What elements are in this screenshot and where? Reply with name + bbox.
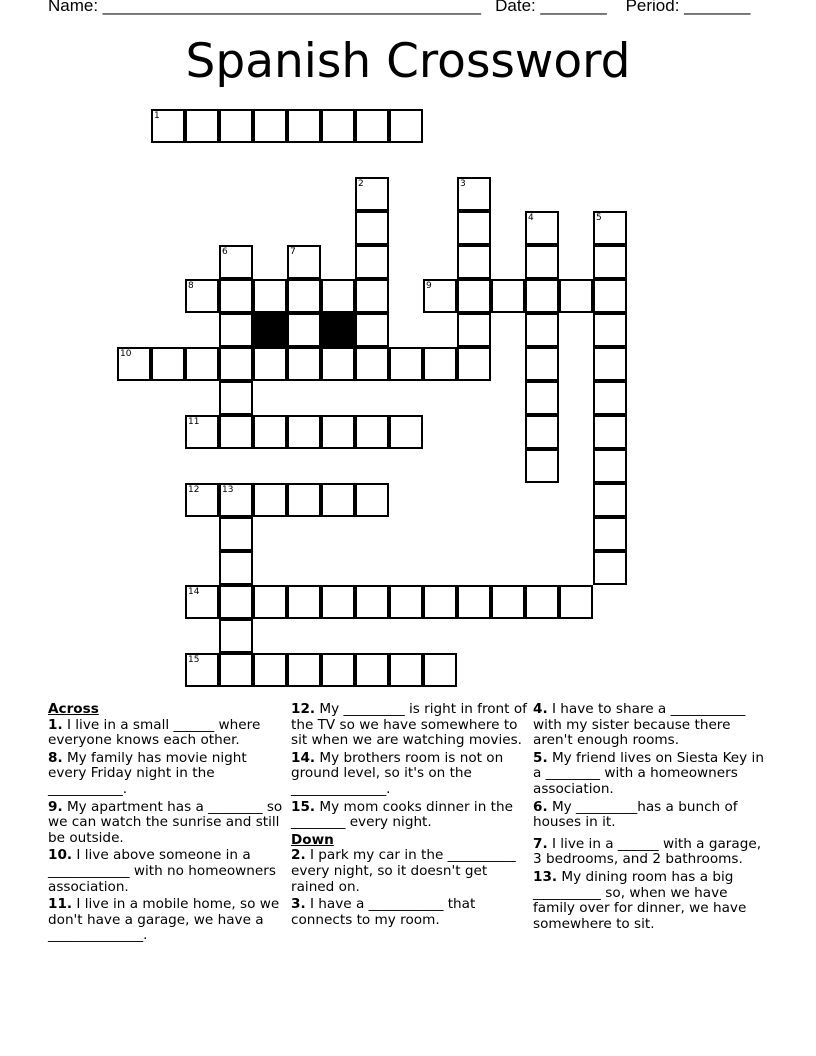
answer-cell[interactable] [593,415,627,449]
answer-cell[interactable] [219,483,253,517]
clue-text: I park my car in the __________ every night, so it doesn't get rained on. [291,847,516,895]
answer-cell[interactable] [219,245,253,279]
clue-number: 12. [291,701,316,717]
clue-number: 1. [48,716,63,733]
cell-number: 6 [222,247,228,257]
answer-cell[interactable] [525,449,559,483]
answer-cell[interactable] [253,279,287,313]
answer-cell[interactable] [457,313,491,347]
answer-cell[interactable] [525,585,559,619]
answer-cell[interactable] [355,585,389,619]
answer-cell[interactable] [423,653,457,687]
across-heading: Across [48,701,99,717]
cell-number: 7 [290,247,296,257]
answer-cell[interactable] [185,415,219,449]
answer-cell[interactable] [593,449,627,483]
clue-text: I live in a mobile home, so we don't have a garage, we have a ______________. [48,896,280,944]
answer-cell[interactable] [287,245,321,279]
answer-cell[interactable] [185,279,219,313]
clue-text: I live above someone in a ____________ with no homeowners association. [48,847,276,895]
answer-cell[interactable] [253,109,287,143]
clue-text: I have a ___________ that connects to my room. [291,896,476,928]
clue-across-9 [48,800,288,847]
cell-number: 14 [188,587,200,597]
answer-cell[interactable] [593,483,627,517]
answer-cell[interactable] [185,109,219,143]
answer-cell[interactable] [525,415,559,449]
clue-text: I live in a ______ with a garage, 3 bedrooms, and 2 bathrooms. [533,835,762,868]
clue-number: 14. [291,749,316,766]
answer-cell[interactable] [593,381,627,415]
clue-across-10 [48,848,288,895]
clue-text: My _________has a bunch of houses in it. [533,798,738,831]
cell-number: 12 [188,485,200,495]
cell-number: 15 [188,655,200,665]
clue-text: My _________ is right in front of the TV so we have somewhere to sit when we are watching movies. [291,701,527,749]
answer-cell[interactable] [355,483,389,517]
clue-down-13 [533,870,773,932]
answer-cell[interactable] [185,347,219,381]
answer-cell[interactable] [219,517,253,551]
answer-cell[interactable] [185,585,219,619]
answer-cell[interactable] [423,585,457,619]
clues-column-2 [291,702,531,930]
answer-cell[interactable] [389,347,423,381]
answer-cell[interactable] [423,279,457,313]
answer-cell[interactable] [321,279,355,313]
clue-number: 11. [48,896,73,913]
answer-cell[interactable] [219,347,253,381]
clue-down-3 [291,897,531,928]
clue-number: 9. [48,798,63,815]
clue-number: 4. [533,701,548,717]
answer-cell[interactable] [389,415,423,449]
cell-number: 10 [120,349,132,359]
clue-number: 2. [291,847,306,864]
cell-number: 9 [426,281,432,291]
clue-number: 6. [533,798,548,815]
answer-cell[interactable] [593,211,627,245]
answer-cell[interactable] [457,347,491,381]
clue-down-4 [533,702,773,749]
answer-cell[interactable] [219,585,253,619]
clue-number: 15. [291,798,316,815]
answer-cell[interactable] [355,313,389,347]
answer-cell[interactable] [355,415,389,449]
cell-number: 1 [154,111,160,121]
cell-number: 11 [188,417,200,427]
answer-cell[interactable] [219,313,253,347]
clue-across-11 [48,897,288,944]
answer-cell[interactable] [389,585,423,619]
answer-cell[interactable] [219,619,253,653]
answer-cell[interactable] [287,279,321,313]
clue-text: My friend lives on Siesta Key in a ________ with a homeowners association. [533,749,764,797]
clue-across-12 [291,702,531,749]
answer-cell[interactable] [457,211,491,245]
answer-cell[interactable] [389,109,423,143]
answer-cell[interactable] [219,381,253,415]
clue-number: 8. [48,749,63,766]
cell-number: 5 [596,213,602,223]
answer-cell[interactable] [253,347,287,381]
answer-cell[interactable] [321,483,355,517]
answer-cell[interactable] [253,415,287,449]
answer-cell[interactable] [389,653,423,687]
answer-cell[interactable] [355,347,389,381]
answer-cell[interactable] [287,653,321,687]
page-title: Spanish Crossword [185,34,631,89]
answer-cell[interactable] [593,347,627,381]
answer-cell[interactable] [219,415,253,449]
answer-cell[interactable] [321,585,355,619]
answer-cell[interactable] [219,653,253,687]
answer-cell[interactable] [219,551,253,585]
cell-number: 8 [188,281,194,291]
down-heading: Down [291,831,334,848]
cell-number: 3 [460,179,466,189]
clue-down-5 [533,751,773,798]
answer-cell[interactable] [287,585,321,619]
clue-text: My mom cooks dinner in the ________ every night. [291,798,513,831]
black-square [253,313,287,347]
clue-across-14 [291,751,531,798]
clue-number: 7. [533,835,548,852]
clue-down-7 [533,837,773,868]
clue-text: I live in a small ______ where everyone knows each other. [48,716,261,749]
answer-cell[interactable] [593,551,627,585]
answer-cell[interactable] [185,483,219,517]
answer-cell[interactable] [151,347,185,381]
answer-cell[interactable] [355,653,389,687]
clue-across-8 [48,751,288,798]
clue-text: My family has movie night every Friday night in the ___________. [48,749,247,797]
answer-cell[interactable] [253,483,287,517]
clue-down-6 [533,800,773,831]
answer-cell[interactable] [287,347,321,381]
answer-cell[interactable] [355,211,389,245]
answer-cell[interactable] [525,279,559,313]
answer-cell[interactable] [355,279,389,313]
answer-cell[interactable] [457,177,491,211]
answer-cell[interactable] [491,279,525,313]
answer-cell[interactable] [559,585,593,619]
clue-down-2 [291,848,531,895]
answer-cell[interactable] [219,279,253,313]
answer-cell[interactable] [287,313,321,347]
answer-cell[interactable] [457,245,491,279]
answer-cell[interactable] [355,245,389,279]
answer-cell[interactable] [593,245,627,279]
answer-cell[interactable] [321,347,355,381]
cell-number: 4 [528,213,534,223]
answer-cell[interactable] [287,415,321,449]
answer-cell[interactable] [321,109,355,143]
clue-across-1 [48,718,288,749]
answer-cell[interactable] [457,585,491,619]
answer-cell[interactable] [355,177,389,211]
answer-cell[interactable] [491,585,525,619]
answer-cell[interactable] [321,415,355,449]
answer-cell[interactable] [525,313,559,347]
clue-text: I have to share a ___________ with my sister because there aren't enough rooms. [533,701,746,749]
answer-cell[interactable] [593,517,627,551]
answer-cell[interactable] [287,109,321,143]
answer-cell[interactable] [457,279,491,313]
clue-text: My dining room has a big __________ so, when we have family over for dinner, we have somewhere to sit. [533,868,747,932]
answer-cell[interactable] [423,347,457,381]
clue-across-15 [291,800,531,831]
answer-cell[interactable] [151,109,185,143]
black-square [321,313,355,347]
clue-number: 3. [291,896,306,913]
answer-cell[interactable] [525,381,559,415]
clue-text: My brothers room is not on ground level, so it's on the ______________. [291,749,504,797]
answer-cell[interactable] [185,653,219,687]
answer-cell[interactable] [593,313,627,347]
answer-cell[interactable] [525,347,559,381]
answer-cell[interactable] [287,483,321,517]
clues-column-3 [533,702,773,934]
cell-number: 2 [358,179,364,189]
answer-cell[interactable] [219,109,253,143]
answer-cell[interactable] [525,245,559,279]
answer-cell[interactable] [253,585,287,619]
answer-cell[interactable] [321,653,355,687]
clue-text: My apartment has a ________ so we can watch the sunrise and still be outside. [48,798,283,846]
name-date-period-line[interactable]: Name: ________________________________________ Date: _______ Period: _______ [48,0,751,15]
clue-number: 5. [533,749,548,766]
clue-number: 13. [533,868,558,885]
answer-cell[interactable] [593,279,627,313]
answer-cell[interactable] [117,347,151,381]
clues-column-1 [48,702,288,946]
answer-cell[interactable] [559,279,593,313]
cell-number: 13 [222,485,234,495]
answer-cell[interactable] [253,653,287,687]
answer-cell[interactable] [355,109,389,143]
answer-cell[interactable] [525,211,559,245]
clue-number: 10. [48,847,73,864]
